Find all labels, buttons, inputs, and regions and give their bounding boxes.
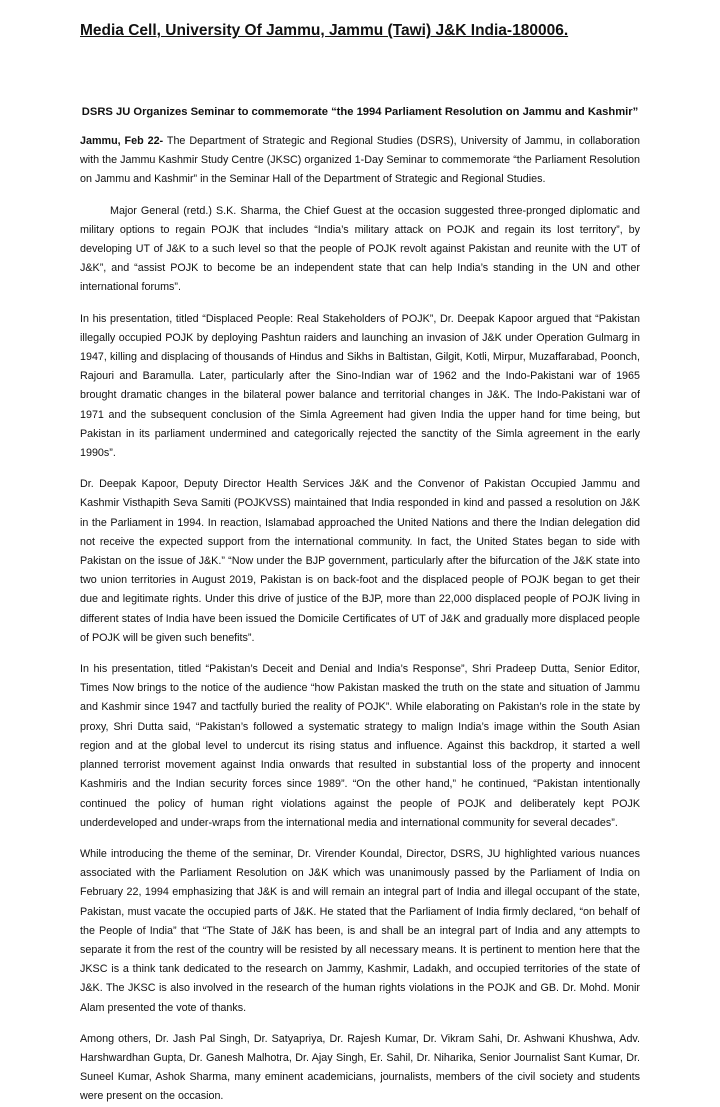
paragraph-1 xyxy=(80,132,640,190)
paragraph-4: Dr. Deepak Kapoor, Deputy Director Health Services J&K and the Convenor of Pakistan Occupied Jammu and Kashmir Visthapith Seva Samiti (POJKVSS) maintained that India responded in kind and passed a resolution on J&K in the Parliament in 1994. In reaction, Islamabad approached the United Nations and there the Indian delegation did not receive the expected support from the international community. In fact, the United States began to side with Pakistan on the issue of J&K.” “Now under the BJP government, particularly after the bifurcation of the J&K state into two union territories in August 2019, Pakistan is on back-foot and the displaced people of POJK began to get their due and legitimate rights. Under this drive of justice of the BJP, more than 22,000 displaced people of POJK living in different states of India have been issued the Domicile Certificates of UT of J&K and gradually more displaced people of POJK will be given such benefits”. xyxy=(80,478,640,644)
page-header: Media Cell, University Of Jammu, Jammu (Tawi) J&K India-180006. xyxy=(80,22,569,39)
paragraph-5: In his presentation, titled “Pakistan’s Deceit and Denial and India’s Response”, Shri Pradeep Dutta, Senior Editor, Times Now brings to the notice of the audience “how Pakistan masked the truth on the state and situation of Jammu and Kashmir since 1947 and tactfully buried the reality of POJK”. While elaborating on Pakistan’s role in the state by proxy, Shri Dutta said, “Pakistan’s followed a systematic strategy to malign India’s image within the South Asian region and at the global level to undercut its rising status and influence. Against this backdrop, it started a well planned terrorist movement against India onwards that resulted in substantial loss of the property and innocent Kashmiris and the Indian security forces since 1989”. “On the other hand,” he continued, “Pakistan intentionally continued the policy of human right violations against the people of POJK and deliberately kept POJK underdeveloped and under-wraps from the international media and international community for several decades”. xyxy=(80,663,640,829)
paragraph-6: While introducing the theme of the seminar, Dr. Virender Koundal, Director, DSRS, JU highlighted various nuances associated with the Parliament Resolution on J&K which was unanimously passed by the Parliament of India on February 22, 1994 emphasizing that J&K is and will remain an integral part of India and illegal occupant of the state, Pakistan, must vacate the occupied parts of J&K. He stated that the Parliament of India firmly declared, “on behalf of the People of India” that “The State of J&K has been, is and shall be an integral part of India and any attempts to separate it from the rest of the country will be resisted by all necessary means. It is pertinent to mention here that the JKSC is a think tank dedicated to the research on Jammy, Kashmir, Ladakh, and occupied territories of the state of J&K. The JKSC is also involved in the research of the human rights violations in the POJK and GB. Dr. Mohd. Monir Alam presented the vote of thanks. xyxy=(80,847,640,1014)
paragraph-7: Among others, Dr. Jash Pal Singh, Dr. Satyapriya, Dr. Rajesh Kumar, Dr. Vikram Sahi, Dr. Ashwani Khushwa, Adv. Harshwardhan Gupta, Dr. Ganesh Malhotra, Dr. Ajay Singh, Er. Sahil, Dr. Niharika, Senior Journalist Sant Kumar, Dr. Suneel Kumar, Ashok Sharma, many eminent academicians, journalists, members of the civil society and students were present on the occasion. xyxy=(80,1032,640,1103)
dateline: Jammu, Feb 22- xyxy=(80,135,164,147)
paragraph-2: Major General (retd.) S.K. Sharma, the Chief Guest at the occasion suggested three-pronged diplomatic and military options to regain POJK that includes “India’s military attack on POJK and regain its lost territory”, by developing UT of J&K to a such level so that the people of POJK revolt against Pakistan and reunite with the UT of J&K”, and “assist POJK to become be an independent state that can help India’s standing in the UN and other international forums”. xyxy=(80,204,640,294)
paragraph-1-text: The Department of Strategic and Regional Studies (DSRS), University of Jammu, in collaboration with the Jammu Kashmir Study Centre (JKSC) organized 1-Day Seminar to commemorate “the Parliament Resolution on Jammu and Kashmir” in the Seminar Hall of the Department of Strategic and Regional Studies. xyxy=(80,135,641,186)
paragraph-3: In his presentation, titled “Displaced People: Real Stakeholders of POJK”, Dr. Deepak Kapoor argued that “Pakistan illegally occupied POJK by deploying Pashtun raiders and launching an invasion of J&K under Operation Gulmarg in 1947, killing and displacing of thousands of Hindus and Sikhs in Baltistan, Gilgit, Kotli, Mirpur, Muzaffarabad, Poonch, Rajouri and Baramulla. Later, particularly after the Sino-Indian war of 1962 and the Indo-Pakistani war of 1965 brought dramatic changes in the bilateral power balance and territorial changes in J&K. The Indo-Pakistani war of 1971 and the subsequent conclusion of the Simla Agreement had given India the upper hand for time being, but Pakistan in its parliament undermined and categorically rejected the sanctity of the Simla agreement in the early 1990s”. xyxy=(80,312,640,460)
article-title: DSRS JU Organizes Seminar to commemorate “the 1994 Parliament Resolution on Jammu and Kashmir” xyxy=(81,106,639,118)
